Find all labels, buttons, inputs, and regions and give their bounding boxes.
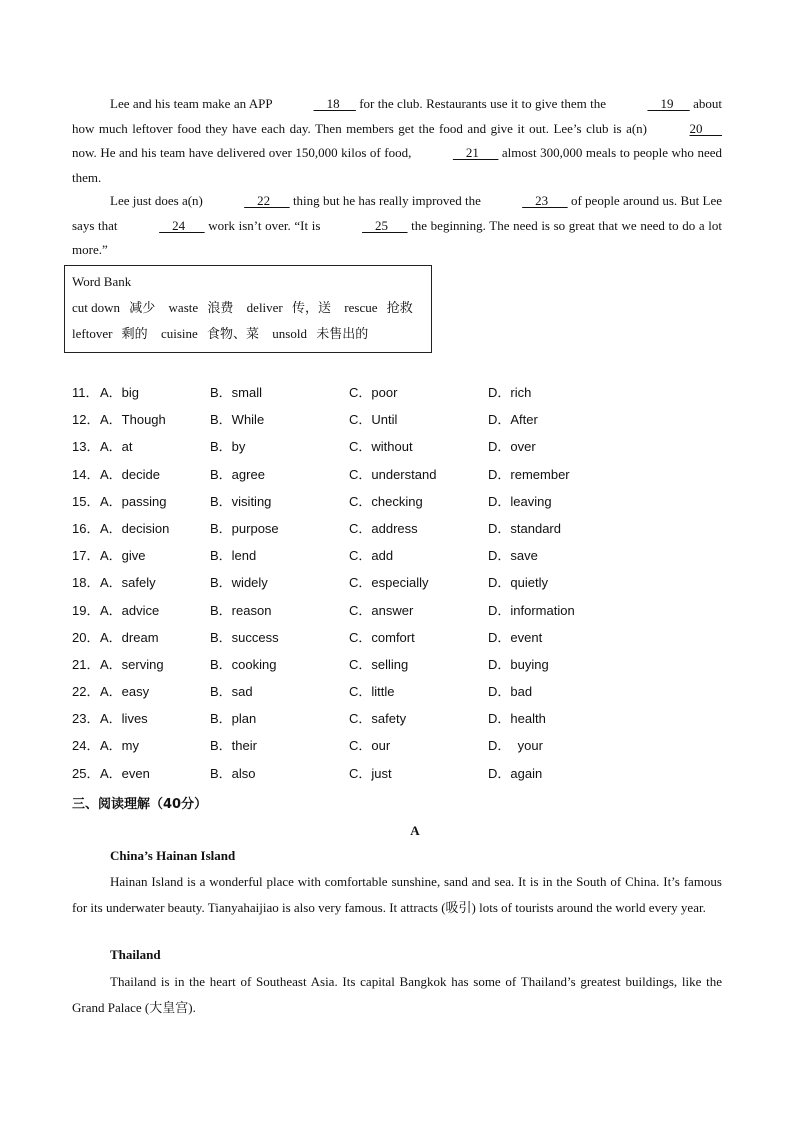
question-options-list — [72, 378, 672, 786]
option-b: B．visiting — [210, 493, 272, 509]
option-b: B．success — [210, 629, 279, 645]
question-row — [72, 405, 672, 432]
option-c: C．our — [349, 738, 391, 754]
option-c: C．Until — [349, 412, 398, 428]
word-bank-term: leftover — [72, 326, 113, 341]
option-b: B．plan — [210, 711, 257, 727]
word-bank-meaning: 食物、菜 — [207, 326, 260, 341]
question-row — [72, 731, 672, 758]
blank-21: 21 — [452, 145, 499, 160]
hainan-heading: China’s Hainan Island — [110, 848, 236, 863]
option-d: D．over — [488, 439, 536, 455]
question-number: 16． — [72, 520, 100, 536]
text-span: now. He and his team have delivered over 150,000 kilos of food, — [72, 145, 415, 160]
question-row — [72, 460, 672, 487]
option-c: C．just — [349, 765, 392, 781]
question-number: 17． — [72, 548, 100, 564]
option-a: A．even — [100, 765, 150, 781]
option-c: C．little — [349, 684, 395, 700]
word-bank-title: Word Bank — [72, 274, 132, 289]
option-c: C．comfort — [349, 629, 415, 645]
blank-25: 25 — [362, 217, 408, 233]
word-bank-meaning: 减少 — [129, 300, 156, 315]
option-d: D．information — [488, 602, 575, 618]
option-b: B．cooking — [210, 656, 277, 672]
option-d: D．health — [488, 711, 546, 727]
text-span: the beginning. The need is so great that we need to do a lot more.” — [72, 217, 722, 257]
question-number: 18． — [72, 575, 100, 591]
option-b: B．widely — [210, 575, 268, 591]
word-bank-term: cut down — [72, 300, 121, 315]
option-d: D．bad — [488, 684, 533, 700]
question-number: 14． — [72, 466, 100, 482]
question-row — [72, 623, 672, 650]
option-b: B．by — [210, 439, 246, 455]
option-b: B．purpose — [210, 520, 279, 536]
question-number: 11． — [72, 385, 99, 400]
hainan-paragraph: Hainan Island is a wonderful place with comfortable sunshine, sand and sea. It is in the South of China. It’s famous for its underwater beauty. Tianyahaijiao is also very famous. It attracts (吸引) lots of tourists around the world every year. — [72, 874, 722, 915]
option-a: A．dream — [100, 629, 159, 645]
option-b: B．sad — [210, 684, 253, 700]
option-a: A．serving — [100, 656, 164, 672]
option-a: A．at — [100, 439, 133, 455]
option-d: D．buying — [488, 656, 549, 672]
blank-22: 22 — [244, 193, 290, 208]
option-b: B．small — [210, 385, 263, 400]
part-label: A — [410, 823, 420, 838]
option-a: A．easy — [100, 684, 150, 700]
option-b: B．agree — [210, 466, 265, 482]
option-b: B．their — [210, 738, 257, 754]
question-row — [72, 378, 672, 405]
word-bank-meaning: 浪费 — [207, 300, 234, 315]
question-number: 25． — [72, 765, 100, 781]
option-d: D． your — [488, 738, 543, 754]
option-c: C．selling — [349, 656, 409, 672]
option-c: C．without — [349, 439, 413, 455]
passage-paragraph-1 — [72, 92, 722, 190]
word-bank-line-1 — [72, 295, 423, 321]
passage-paragraph-2 — [72, 189, 722, 263]
question-number: 13． — [72, 439, 100, 455]
word-bank-term: deliver — [246, 300, 283, 315]
option-d: D．leaving — [488, 493, 552, 509]
question-number: 24． — [72, 738, 100, 754]
question-row — [72, 514, 672, 541]
question-number: 23． — [72, 711, 100, 727]
section-heading-reading: 三、阅读理解（40分） — [72, 797, 208, 812]
text-span: for the club. Restaurants use it to give them the — [355, 96, 610, 111]
word-bank-term: cuisine — [160, 326, 198, 341]
option-c: C．especially — [349, 575, 429, 591]
question-number: 12． — [72, 412, 100, 428]
option-d: D．again — [488, 765, 543, 781]
option-c: C．poor — [349, 385, 398, 400]
blank-20: 20 — [689, 120, 722, 136]
question-row — [72, 759, 672, 786]
question-row — [72, 677, 672, 704]
option-a: A．lives — [100, 711, 148, 727]
option-a: A．my — [100, 738, 140, 754]
question-number: 20． — [72, 629, 100, 645]
question-row — [72, 487, 672, 514]
word-bank-term: waste — [168, 300, 199, 315]
question-number: 22． — [72, 684, 100, 700]
text-span: work isn’t over. “It is — [204, 217, 325, 233]
question-row — [72, 432, 672, 459]
option-a: A．passing — [100, 493, 167, 509]
text-span: about how much leftover food they have each day. Then members get the food and give it out. Lee’s club is a(n) — [72, 96, 723, 136]
word-bank-meaning: 未售出的 — [316, 326, 369, 341]
option-c: C．safety — [349, 711, 407, 727]
option-d: D．remember — [488, 466, 570, 482]
question-number: 15． — [72, 493, 100, 509]
option-a: A．big — [100, 385, 140, 400]
text-span: almost 300,000 meals to people who need them. — [72, 145, 722, 185]
blank-23: 23 — [522, 193, 568, 208]
text-span: Lee just does a(n) — [110, 193, 207, 208]
blank-24: 24 — [159, 217, 205, 233]
option-b: B．reason — [210, 602, 272, 618]
word-bank-term: unsold — [272, 326, 307, 341]
option-d: D．save — [488, 548, 538, 564]
word-bank-meaning: 传，送 — [292, 300, 332, 315]
blank-19: 19 — [647, 96, 690, 111]
option-c: C．understand — [349, 466, 437, 482]
text-span: thing but he has really improved the — [289, 193, 485, 208]
text-span: of people around us. But Lee says that — [72, 193, 723, 233]
option-a: A．decide — [100, 466, 160, 482]
question-row — [72, 541, 672, 568]
option-c: C．answer — [349, 602, 414, 618]
question-number: 21． — [72, 656, 100, 672]
option-a: A．Though — [100, 412, 166, 428]
option-d: D．event — [488, 629, 543, 645]
word-bank-line-2 — [72, 321, 423, 347]
word-bank-meaning: 抢救 — [386, 300, 413, 315]
option-b: B．also — [210, 765, 256, 781]
thailand-paragraph: Thailand is in the heart of Southeast Asia. Its capital Bangkok has some of Thailand’s greatest buildings, like the Grand Palace (大皇宫). — [72, 974, 722, 1015]
option-d: D．quietly — [488, 575, 548, 591]
question-row — [72, 596, 672, 623]
word-bank-meaning: 剩的 — [121, 326, 148, 341]
question-row — [72, 650, 672, 677]
option-a: A．safely — [100, 575, 156, 591]
option-b: B．lend — [210, 548, 257, 564]
option-a: A．advice — [100, 602, 160, 618]
word-bank-box — [64, 265, 432, 353]
blank-18: 18 — [313, 96, 356, 111]
option-d: D．After — [488, 412, 538, 428]
option-c: C．address — [349, 520, 418, 536]
option-c: C．add — [349, 548, 394, 564]
question-number: 19． — [72, 602, 100, 618]
question-row — [72, 568, 672, 595]
option-d: D．rich — [488, 385, 532, 400]
question-row — [72, 704, 672, 731]
word-bank-term: rescue — [344, 300, 378, 315]
option-d: D．standard — [488, 520, 561, 536]
text-span: Lee and his team make an APP — [110, 96, 276, 111]
option-c: C．checking — [349, 493, 423, 509]
option-a: A．give — [100, 548, 146, 564]
option-b: B．While — [210, 412, 265, 428]
option-a: A．decision — [100, 520, 170, 536]
thailand-heading: Thailand — [110, 947, 161, 962]
